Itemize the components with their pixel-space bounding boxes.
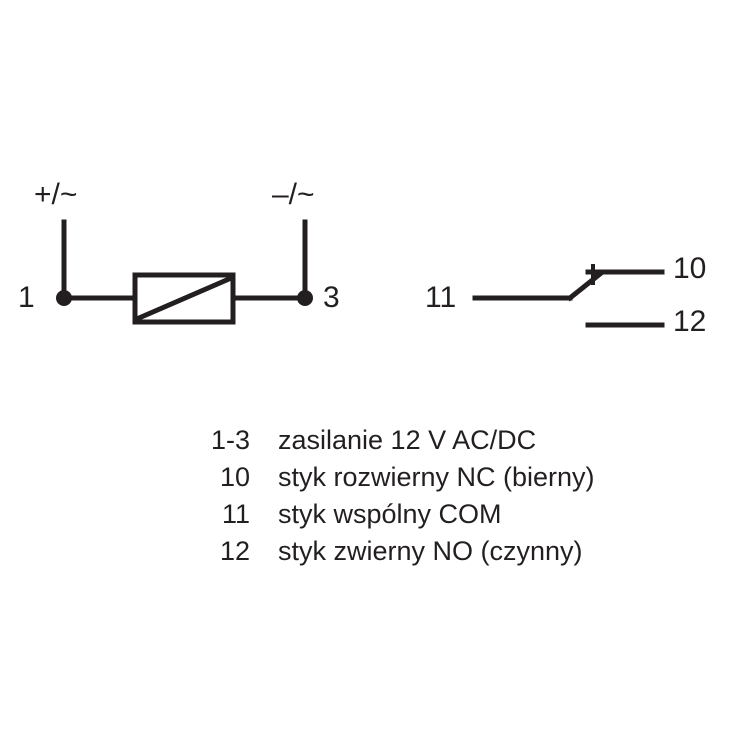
legend-desc: zasilanie 12 V AC/DC [278,425,537,455]
coil-polarity-left-label: +/~ [34,178,78,211]
legend-desc: styk wspólny COM [278,499,502,529]
contact-blade [570,274,600,298]
legend [175,425,695,573]
terminal-label-12: 12 [673,305,707,338]
coil-diagonal [139,279,229,318]
legend-key: 12 [219,536,250,566]
legend-desc: styk zwierny NO (czynny) [278,536,583,566]
legend-row [175,462,695,499]
legend-row [175,425,695,462]
terminal-label-11: 11 [425,281,457,314]
legend-row [175,499,695,536]
terminal-label-3: 3 [323,281,340,314]
legend-key: 11 [221,499,250,529]
terminal-label-10: 10 [673,252,707,285]
legend-desc: styk rozwierny NC (bierny) [278,462,595,492]
legend-key: 1-3 [210,425,250,455]
terminal-label-1: 1 [18,281,35,314]
coil-polarity-right-label: –/~ [272,178,315,211]
junction-dot-3 [297,290,313,306]
junction-dot-1 [56,290,72,306]
legend-row [175,536,695,573]
legend-key: 10 [219,462,250,492]
